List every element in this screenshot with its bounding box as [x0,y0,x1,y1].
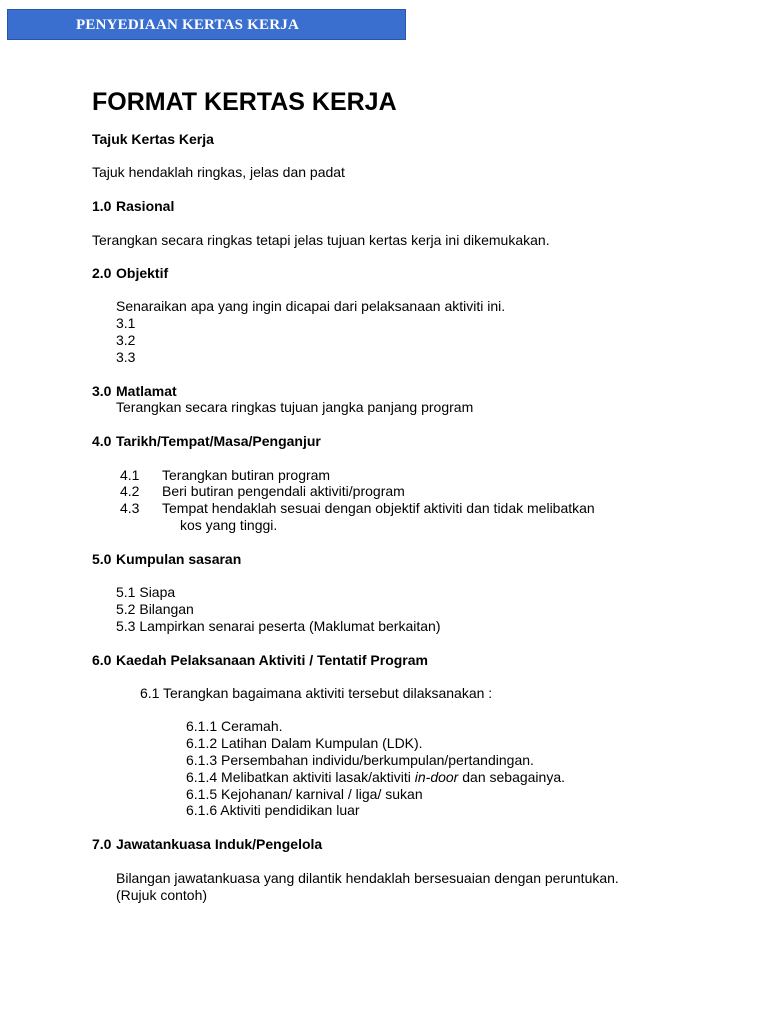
section-6-item: 6.1.5 Kejohanan/ karnival / liga/ sukan [186,786,423,802]
section-4-item-number: 4.1 [120,467,140,483]
section-2-item: 3.3 [116,349,136,365]
section-7-text: (Rujuk contoh) [116,887,208,903]
section-6-number: 6.0 [92,652,112,668]
section-6-item-4-pre: 6.1.4 Melibatkan aktiviti lasak/aktiviti [186,769,415,785]
section-5-heading: Kumpulan sasaran [116,551,242,567]
tajuk-heading: Tajuk Kertas Kerja [92,131,214,147]
section-6-sub-number: 6.1 [140,685,160,701]
section-2-heading: Objektif [116,265,169,281]
section-6-item: 6.1.2 Latihan Dalam Kumpulan (LDK). [186,735,423,751]
section-2-item: 3.2 [116,332,136,348]
section-3-number: 3.0 [92,383,112,399]
section-4-item-number: 4.2 [120,483,140,499]
section-4-item-text: Beri butiran pengendali aktiviti/program [162,483,405,499]
section-4-item-text: Terangkan butiran program [162,467,331,483]
section-5-number: 5.0 [92,551,112,567]
page-title: FORMAT KERTAS KERJA [92,88,397,116]
section-5-item: 5.3 Lampirkan senarai peserta (Maklumat berkaitan) [116,618,441,634]
section-6-item-4-post: dan sebagainya. [458,769,565,785]
section-3-text: Terangkan secara ringkas tujuan jangka panjang program [116,399,474,415]
section-4-item-text: Tempat hendaklah sesuai dengan objektif aktiviti dan tidak melibatkan [162,500,595,516]
section-4-item-number: 4.3 [120,500,140,516]
section-6-sub-text: Terangkan bagaimana aktiviti tersebut dilaksanakan : [163,685,493,701]
section-1-number: 1.0 [92,198,112,214]
section-4-item-continuation: kos yang tinggi. [180,517,278,533]
section-6-item: 6.1.3 Persembahan individu/berkumpulan/pertandingan. [186,752,534,768]
section-2-item: 3.1 [116,315,136,331]
section-1-heading: Rasional [116,198,175,214]
section-7-text: Bilangan jawatankuasa yang dilantik hendaklah bersesuaian dengan peruntukan. [116,870,619,886]
section-4-number: 4.0 [92,433,112,449]
section-3-heading: Matlamat [116,383,177,399]
section-6-item: 6.1.1 Ceramah. [186,718,283,734]
section-6-item-4-italic: in-door [414,769,459,785]
section-7-heading: Jawatankuasa Induk/Pengelola [116,836,323,852]
section-1-text: Terangkan secara ringkas tetapi jelas tujuan kertas kerja ini dikemukakan. [92,232,550,248]
section-6-item [186,769,565,786]
section-5-item: 5.2 Bilangan [116,601,194,617]
section-7-number: 7.0 [92,836,112,852]
section-5-item: 5.1 Siapa [116,584,176,600]
header-banner [7,9,406,40]
section-6-item: 6.1.6 Aktiviti pendidikan luar [186,802,360,818]
section-2-text: Senaraikan apa yang ingin dicapai dari pelaksanaan aktiviti ini. [116,298,506,314]
tajuk-text: Tajuk hendaklah ringkas, jelas dan padat [92,164,345,180]
section-4-heading: Tarikh/Tempat/Masa/Penganjur [116,433,321,449]
banner-title: PENYEDIAAN KERTAS KERJA [76,17,299,33]
section-2-number: 2.0 [92,265,112,281]
section-6-heading: Kaedah Pelaksanaan Aktiviti / Tentatif Program [116,652,428,668]
